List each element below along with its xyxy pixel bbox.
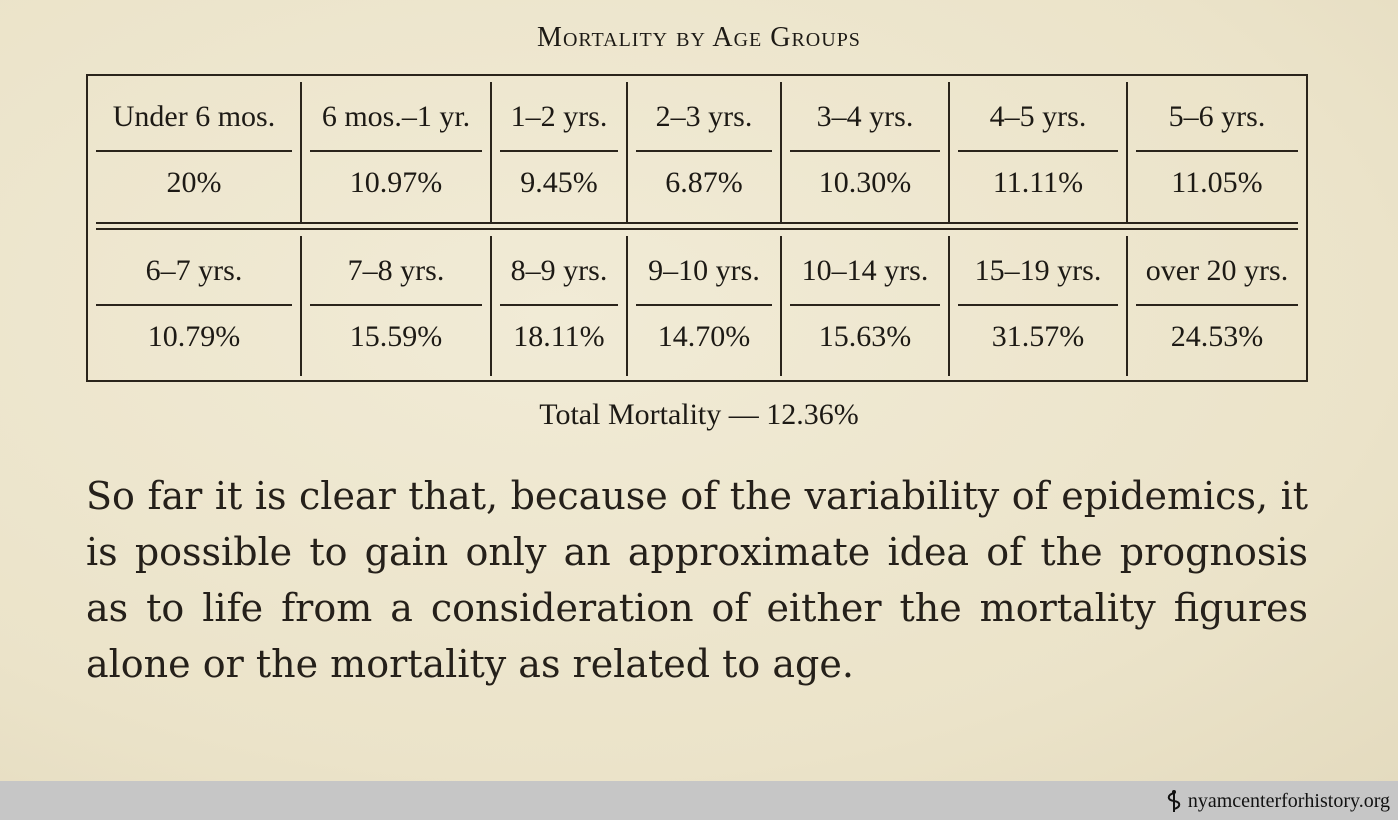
site-url: nyamcenterforhistory.org bbox=[1187, 789, 1390, 812]
mortality-value: 14.70% bbox=[657, 320, 751, 353]
age-label: Under 6 mos. bbox=[112, 100, 276, 133]
age-label: over 20 yrs. bbox=[1145, 254, 1289, 287]
table-cell bbox=[492, 82, 628, 222]
mortality-value: 10.79% bbox=[147, 320, 241, 353]
cell-rule bbox=[790, 150, 940, 152]
mortality-table bbox=[86, 74, 1308, 382]
site-link[interactable] bbox=[1164, 789, 1390, 813]
cell-rule bbox=[1136, 304, 1298, 306]
table-row bbox=[88, 82, 1306, 222]
mortality-value: 20% bbox=[166, 166, 222, 199]
mortality-value: 9.45% bbox=[520, 166, 598, 199]
age-label: 10–14 yrs. bbox=[801, 254, 929, 287]
age-label: 1–2 yrs. bbox=[510, 100, 608, 133]
table-cell bbox=[782, 236, 950, 376]
mortality-value: 11.05% bbox=[1171, 166, 1263, 199]
cell-rule bbox=[310, 150, 482, 152]
table-cell bbox=[302, 82, 492, 222]
mortality-value: 10.30% bbox=[818, 166, 912, 199]
mortality-value: 31.57% bbox=[991, 320, 1085, 353]
table-row bbox=[88, 236, 1306, 376]
cell-rule bbox=[310, 304, 482, 306]
mortality-value: 6.87% bbox=[665, 166, 743, 199]
cell-rule bbox=[958, 304, 1118, 306]
double-rule-bottom bbox=[96, 228, 1298, 230]
table-cell bbox=[950, 82, 1128, 222]
cell-rule bbox=[636, 150, 772, 152]
table-cell bbox=[950, 236, 1128, 376]
age-label: 6–7 yrs. bbox=[145, 254, 243, 287]
cell-rule bbox=[96, 304, 292, 306]
table-cell bbox=[88, 236, 302, 376]
cell-rule bbox=[500, 304, 618, 306]
age-label: 7–8 yrs. bbox=[347, 254, 445, 287]
age-label: 4–5 yrs. bbox=[989, 100, 1087, 133]
mortality-value: 24.53% bbox=[1170, 320, 1264, 353]
age-label: 3–4 yrs. bbox=[816, 100, 914, 133]
age-label: 2–3 yrs. bbox=[655, 100, 753, 133]
table-cell bbox=[1128, 82, 1306, 222]
table-cell bbox=[1128, 236, 1306, 376]
cell-rule bbox=[1136, 150, 1298, 152]
age-label: 6 mos.–1 yr. bbox=[321, 100, 471, 133]
cell-rule bbox=[96, 150, 292, 152]
body-paragraph: So far it is clear that, because of the variability of epidemics, it is possible to gain only an approximate idea of the prognosis as to life from a consideration of either the mortality figures alone or the mortality as related to age. bbox=[86, 474, 1308, 686]
mortality-value: 11.11% bbox=[992, 166, 1084, 199]
table-cell bbox=[88, 82, 302, 222]
table-title: Mortality by Age Groups bbox=[537, 22, 861, 53]
table-cell bbox=[628, 82, 782, 222]
table-cell bbox=[492, 236, 628, 376]
table-cell bbox=[628, 236, 782, 376]
cell-rule bbox=[958, 150, 1118, 152]
age-label: 15–19 yrs. bbox=[974, 254, 1102, 287]
mortality-value: 18.11% bbox=[513, 320, 605, 353]
double-rule-top bbox=[96, 222, 1298, 224]
cell-rule bbox=[636, 304, 772, 306]
table-cell bbox=[782, 82, 950, 222]
age-label: 5–6 yrs. bbox=[1168, 100, 1266, 133]
table-cell bbox=[302, 236, 492, 376]
caduceus-icon bbox=[1164, 789, 1184, 813]
cell-rule bbox=[790, 304, 940, 306]
mortality-value: 15.59% bbox=[349, 320, 443, 353]
mortality-value: 15.63% bbox=[818, 320, 912, 353]
age-label: 8–9 yrs. bbox=[510, 254, 608, 287]
mortality-value: 10.97% bbox=[349, 166, 443, 199]
cell-rule bbox=[500, 150, 618, 152]
footer-bar bbox=[0, 781, 1398, 820]
age-label: 9–10 yrs. bbox=[648, 254, 760, 287]
total-mortality: Total Mortality — 12.36% bbox=[539, 398, 859, 431]
